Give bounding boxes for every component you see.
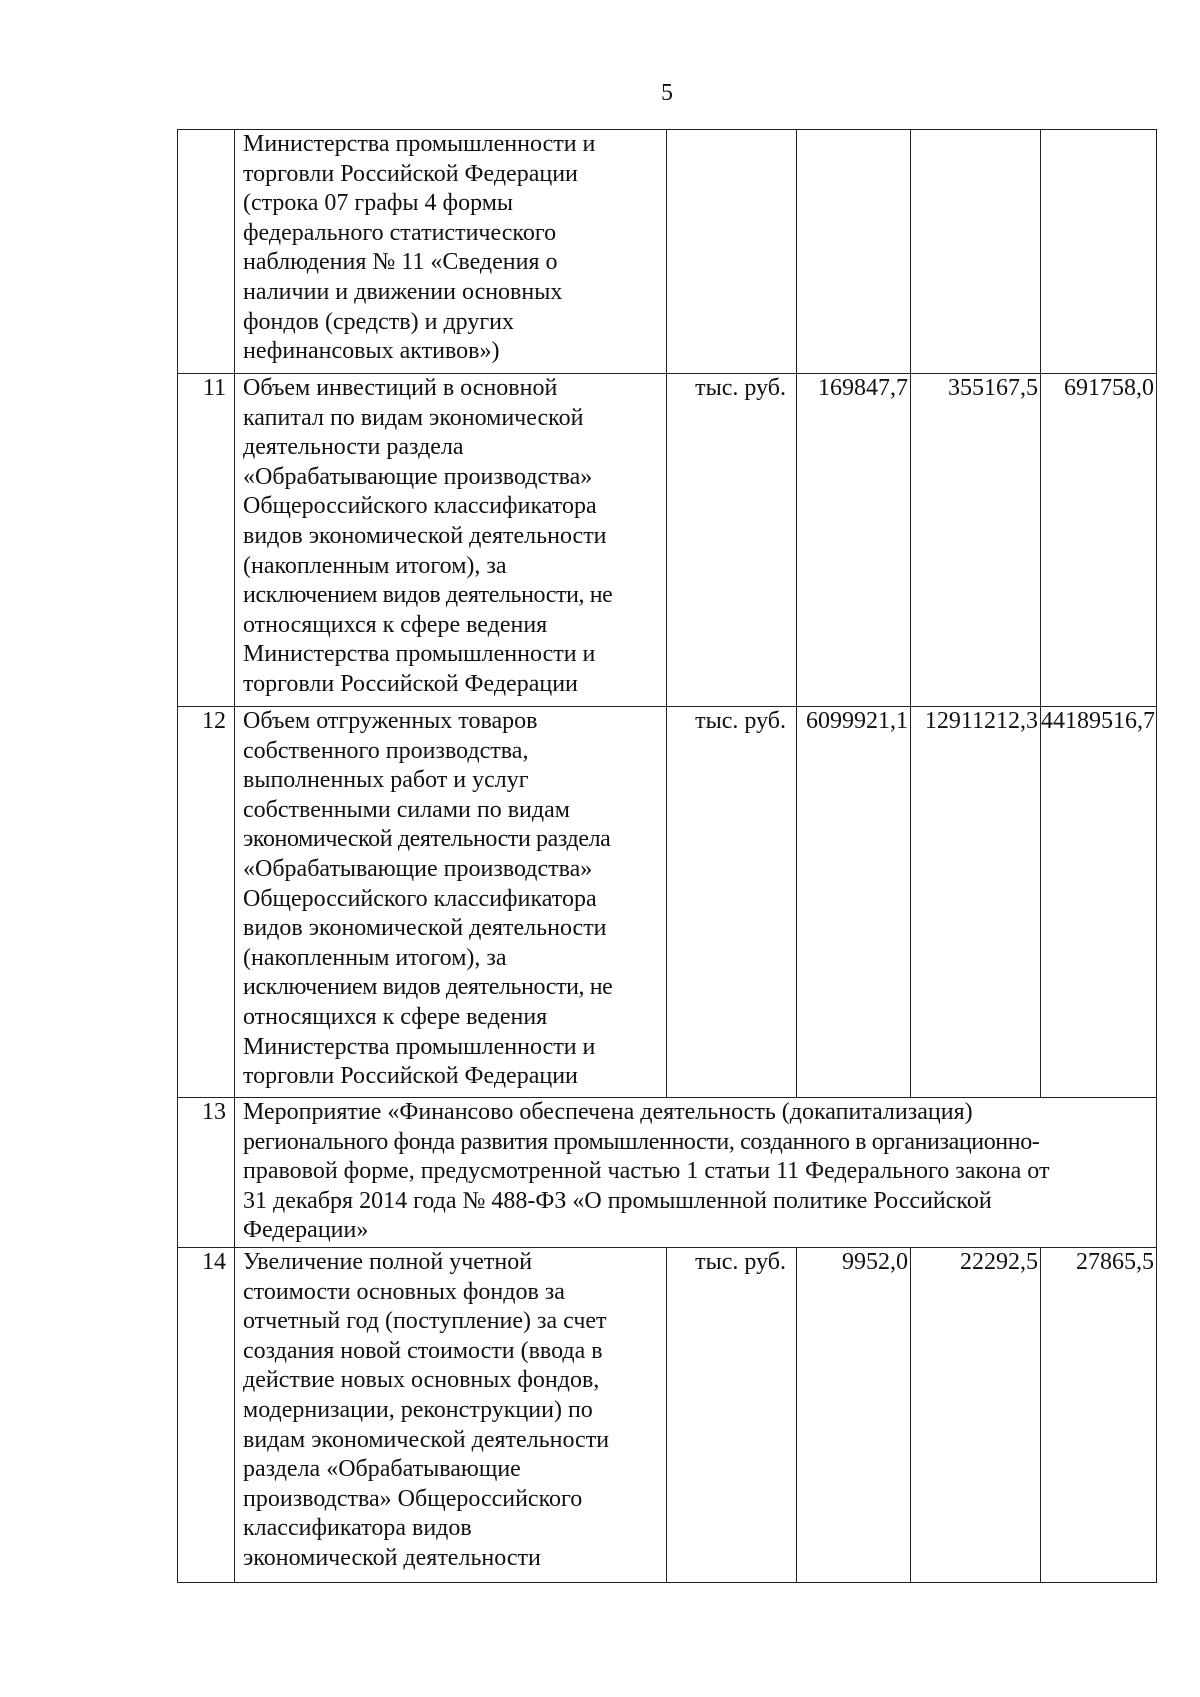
- text-line: фондов (средств) и других: [243, 308, 515, 335]
- text-line: действие новых основных фондов,: [243, 1367, 600, 1394]
- unit-cell: [667, 130, 797, 374]
- text-line: капитал по видам экономической: [243, 404, 584, 431]
- event-description: [235, 1098, 1157, 1248]
- value-cell: 44189516,7: [1041, 707, 1157, 1098]
- row-number: 14: [178, 1248, 235, 1583]
- unit-cell: тыс. руб.: [667, 707, 797, 1098]
- indicator-name: [235, 1248, 667, 1583]
- text-line: относящихся к сфере ведения: [243, 611, 548, 638]
- value-cell: 691758,0: [1041, 374, 1157, 707]
- text-line: исключением видов деятельности, не: [243, 582, 613, 609]
- text-line: модернизации, реконструкции) по: [243, 1396, 593, 1423]
- table-row: [178, 707, 1157, 1098]
- text-line: Министерства промышленности и: [243, 641, 596, 668]
- text-line: правовой форме, предусмотренной частью 1 статьи 11 Федерального закона от: [243, 1158, 1050, 1185]
- indicator-name: [235, 374, 667, 707]
- text-line: торговли Российской Федерации: [243, 670, 578, 697]
- text-line: деятельности раздела: [243, 434, 464, 461]
- unit-cell: тыс. руб.: [667, 374, 797, 707]
- text-line: производства» Общероссийского: [243, 1485, 583, 1512]
- text-line: Общероссийского классификатора: [243, 885, 597, 912]
- value-cell: [797, 130, 911, 374]
- text-line: экономической деятельности раздела: [243, 826, 611, 853]
- text-line: «Обрабатывающие производства»: [243, 463, 593, 490]
- text-line: Увеличение полной учетной: [243, 1249, 533, 1275]
- text-line: (строка 07 графы 4 формы: [243, 190, 514, 217]
- text-line: выполненных работ и услуг: [243, 767, 529, 794]
- value-cell: 355167,5: [911, 374, 1041, 707]
- value-cell: 12911212,3: [911, 707, 1041, 1098]
- row-number: 12: [178, 707, 235, 1098]
- value-cell: 9952,0: [797, 1248, 911, 1583]
- text-line: (накопленным итогом), за: [243, 944, 507, 971]
- table-row: [178, 1248, 1157, 1583]
- text-line: создания новой стоимости (ввода в: [243, 1337, 603, 1364]
- text-line: Министерства промышленности и: [243, 131, 596, 157]
- text-line: Федерации»: [243, 1217, 369, 1244]
- text-line: относящихся к сфере ведения: [243, 1003, 548, 1030]
- indicator-name: [235, 707, 667, 1098]
- text-line: наблюдения № 11 «Сведения о: [243, 249, 558, 276]
- text-line: собственными силами по видам: [243, 796, 570, 823]
- text-line: Объем отгруженных товаров: [243, 708, 538, 734]
- text-line: федерального статистического: [243, 219, 557, 246]
- text-line: классификатора видов: [243, 1515, 472, 1542]
- text-line: собственного производства,: [243, 737, 529, 764]
- text-line: видов экономической деятельности: [243, 915, 607, 942]
- value-cell: 22292,5: [911, 1248, 1041, 1583]
- text-line: «Обрабатывающие производства»: [243, 855, 593, 882]
- text-line: Объем инвестиций в основной: [243, 375, 558, 401]
- text-line: Министерства промышленности и: [243, 1033, 596, 1060]
- text-line: Мероприятие «Финансово обеспечена деятельность (докапитализация): [243, 1099, 973, 1125]
- value-cell: 27865,5: [1041, 1248, 1157, 1583]
- text-line: видов экономической деятельности: [243, 522, 607, 549]
- text-line: торговли Российской Федерации: [243, 1063, 578, 1090]
- text-line: исключением видов деятельности, не: [243, 974, 613, 1001]
- value-cell: 6099921,1: [797, 707, 911, 1098]
- text-line: 31 декабря 2014 года № 488-ФЗ «О промышленной политике Российской: [243, 1187, 992, 1214]
- text-line: (накопленным итогом), за: [243, 552, 507, 579]
- text-line: торговли Российской Федерации: [243, 160, 578, 187]
- text-line: раздела «Обрабатывающие: [243, 1456, 521, 1483]
- text-line: видам экономической деятельности: [243, 1426, 610, 1453]
- indicators-table: [177, 129, 1157, 1583]
- unit-cell: тыс. руб.: [667, 1248, 797, 1583]
- text-line: Общероссийского классификатора: [243, 493, 597, 520]
- table-row: [178, 130, 1157, 374]
- text-line: регионального фонда развития промышленности, созданного в организационно-: [243, 1128, 1040, 1155]
- row-number: [178, 130, 235, 374]
- value-cell: [1041, 130, 1157, 374]
- page-number: 5: [661, 80, 673, 106]
- table-row: [178, 1098, 1157, 1248]
- table-row: [178, 374, 1157, 707]
- text-line: экономической деятельности: [243, 1544, 541, 1571]
- row-number: 13: [178, 1098, 235, 1248]
- indicator-name: [235, 130, 667, 374]
- text-line: наличии и движении основных: [243, 278, 563, 305]
- value-cell: [911, 130, 1041, 374]
- text-line: отчетный год (поступление) за счет: [243, 1308, 607, 1335]
- row-number: 11: [178, 374, 235, 707]
- text-line: стоимости основных фондов за: [243, 1278, 565, 1305]
- text-line: нефинансовых активов»): [243, 338, 500, 365]
- value-cell: 169847,7: [797, 374, 911, 707]
